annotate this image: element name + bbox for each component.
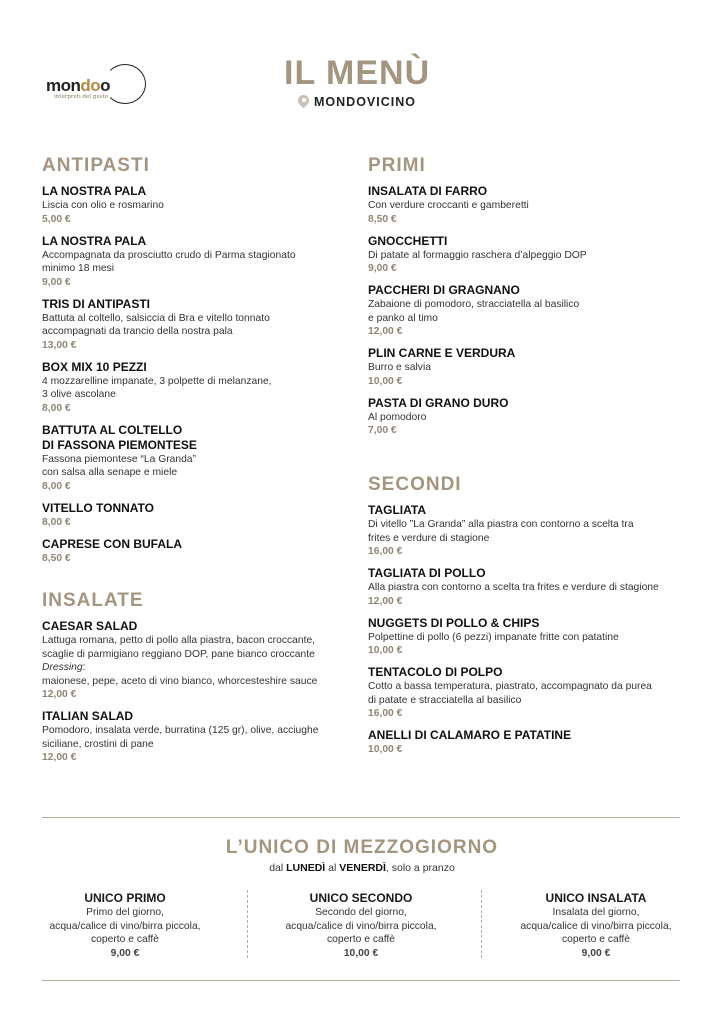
sub-day-start: LUNEDÌ (286, 862, 326, 874)
logo-tagline: interpreti del gusto (54, 94, 109, 100)
item-dressing-label: Dressing: (42, 662, 86, 673)
item-price: 5,00 € (42, 213, 71, 225)
logo-wordmark: mondoo (46, 76, 111, 95)
section-insalate (42, 590, 318, 772)
item-description: 4 mozzarelline impanate, 3 polpette di melanzane, (42, 375, 272, 387)
divider-top (42, 817, 680, 818)
item-price: 10,00 € (368, 744, 403, 755)
menu-item (42, 234, 296, 290)
item-description: Lattuga romana, petto di pollo alla piastra, bacon croccante, (42, 635, 316, 646)
dressing-label: Dressing (42, 662, 83, 673)
item-description: Polpettine di pollo (6 pezzi) impanate fritte con patatine (368, 631, 619, 643)
item-name: TENTACOLO DI POLPO (368, 665, 503, 679)
menu-item (368, 503, 659, 559)
item-name: TRIS DI ANTIPASTI (42, 296, 150, 311)
item-description: e panko al timo (368, 312, 438, 324)
menu-item (42, 184, 296, 227)
unico-option-description: acqua/calice di vino/birra piccola, (285, 920, 437, 932)
item-name: LA NOSTRA PALA (42, 233, 147, 248)
item-description: Pomodoro, insalata verde, burratina (125 gr), olive, acciughe (42, 725, 319, 736)
menu-item (368, 616, 659, 659)
unico-option-name: UNICO PRIMO (84, 891, 166, 905)
item-name: ITALIAN SALAD (42, 709, 134, 723)
menu-item (42, 297, 296, 353)
item-description: Al pomodoro (368, 411, 427, 423)
item-name: BOX MIX 10 PEZZI (42, 359, 147, 374)
logo-ring (104, 64, 146, 104)
item-price: 12,00 € (42, 752, 77, 763)
item-price: 12,00 € (368, 326, 403, 337)
item-name: BATTUTA AL COLTELLO (42, 422, 183, 437)
item-description: Di vitello ”La Granda” alla piastra con contorno a scelta tra (368, 519, 634, 530)
item-price: 8,50 € (42, 552, 71, 564)
item-price: 13,00 € (42, 339, 77, 351)
item-name: CAESAR SALAD (42, 619, 138, 633)
section-heading: SECONDI (368, 474, 462, 495)
unico-option-description: Secondo del giorno, (315, 907, 407, 918)
menu-item (368, 566, 659, 609)
item-name: VITELLO TONNATO (42, 500, 155, 515)
unico-subtitle (0, 862, 724, 874)
item-price: 10,00 € (368, 645, 403, 656)
divider-bottom (42, 980, 680, 981)
unico-option-description: coperto e caffè (91, 934, 159, 945)
item-price: 8,00 € (42, 516, 71, 528)
item-name: TAGLIATA (368, 503, 426, 517)
item-description: Di patate al formaggio raschera d’alpeggio DOP (368, 249, 587, 261)
item-name: INSALATA DI FARRO (368, 184, 488, 198)
unico-option-description: coperto e caffè (562, 934, 630, 945)
section-primi (368, 155, 587, 445)
unico-option (496, 890, 696, 961)
item-description: con salsa alla senape e miele (42, 467, 178, 478)
menu-item (42, 709, 318, 765)
menu-item (42, 360, 296, 416)
item-price: 10,00 € (368, 375, 403, 387)
column-separator (481, 890, 482, 958)
item-description: maionese, pepe, aceto di vino bianco, whorcesteshire sauce (42, 675, 318, 687)
item-description: Cotto a bassa temperatura, piastrato, accompagnato da purea (368, 681, 652, 692)
item-description: Battuta al coltello, salsiccia di Bra e vitello tonnato (42, 312, 270, 324)
unico-option-description: coperto e caffè (327, 934, 395, 945)
section-secondi (368, 474, 659, 764)
location (298, 95, 416, 109)
menu-item (368, 346, 587, 389)
item-description: minimo 18 mesi (42, 263, 115, 274)
unico-option-name: UNICO INSALATA (545, 891, 647, 905)
unico-option-price: 9,00 € (581, 947, 611, 959)
item-name: PLIN CARNE E VERDURA (368, 346, 516, 360)
sub-text: , solo a pranzo (385, 862, 455, 874)
menu-item (42, 423, 296, 494)
unico-option-price: 10,00 € (343, 947, 379, 959)
item-description: Accompagnata da prosciutto crudo di Parma stagionato (42, 249, 296, 261)
item-description: frites e verdure di stagione (368, 532, 490, 544)
page-title: IL MENÙ (284, 54, 431, 92)
item-price: 16,00 € (368, 546, 403, 557)
section-heading: PRIMI (368, 155, 426, 176)
menu-item (368, 665, 659, 721)
sub-text: al (325, 862, 340, 874)
item-price: 12,00 € (42, 689, 77, 700)
unico-option-price: 9,00 € (110, 947, 140, 959)
item-price: 9,00 € (368, 263, 397, 274)
section-heading: ANTIPASTI (42, 155, 150, 176)
item-description: Liscia con olio e rosmarino (42, 200, 164, 211)
menu-item (368, 184, 587, 227)
sub-text: dal (269, 862, 287, 874)
column-separator (247, 890, 248, 958)
unico-option-name: UNICO SECONDO (309, 891, 413, 905)
unico-option (25, 890, 225, 961)
menu-item (42, 537, 296, 566)
item-price: 12,00 € (368, 595, 403, 607)
unico-option-description: Insalata del giorno, (552, 907, 640, 918)
menu-item (368, 283, 587, 339)
item-price: 7,00 € (368, 425, 397, 436)
item-description: siciliane, crostini di pane (42, 738, 154, 750)
item-name: NUGGETS DI POLLO & CHIPS (368, 615, 540, 630)
item-description: Burro e salvia (368, 362, 431, 373)
item-name: GNOCCHETTI (368, 233, 448, 248)
logo (46, 62, 146, 106)
item-price: 16,00 € (368, 708, 403, 719)
item-name: ANELLI DI CALAMARO E PATATINE (368, 728, 572, 742)
item-description: Fassona piemontese “La Granda” (42, 453, 196, 465)
item-description: scaglie di parmigiano reggiano DOP, pane bianco croccante (42, 648, 315, 660)
unico-option (261, 890, 461, 961)
unico-option-description: Primo del giorno, (86, 907, 164, 918)
item-price: 8,50 € (368, 213, 397, 225)
item-price: 8,00 € (42, 402, 71, 414)
item-name: PACCHERI DI GRAGNANO (368, 283, 520, 297)
item-description: Alla piastra con contorno a scelta tra frites e verdure di stagione (368, 582, 659, 593)
menu-item (368, 728, 659, 757)
item-name: PASTA DI GRANO DURO (368, 395, 509, 410)
item-name: DI FASSONA PIEMONTESE (42, 437, 197, 452)
location-pin-icon (298, 95, 309, 109)
location-name: MONDOVICINO (314, 95, 416, 109)
item-name: TAGLIATA DI POLLO (368, 566, 486, 580)
item-name: LA NOSTRA PALA (42, 184, 147, 198)
menu-item (42, 619, 318, 702)
unico-title: L’UNICO DI MEZZOGIORNO (225, 837, 499, 858)
item-price: 8,00 € (42, 480, 71, 492)
section-antipasti (42, 155, 296, 573)
item-description: 3 olive ascolane (42, 389, 116, 400)
section-heading: INSALATE (42, 590, 144, 611)
item-description: Zabaione di pomodoro, stracciatella al basilico (368, 299, 580, 310)
unico-option-description: acqua/calice di vino/birra piccola, (520, 920, 672, 932)
unico-option-description: acqua/calice di vino/birra piccola, (49, 920, 201, 932)
item-name: CAPRESE CON BUFALA (42, 536, 183, 551)
menu-item (368, 234, 587, 277)
item-description: accompagnati da trancio della nostra pala (42, 326, 233, 337)
sub-day-end: VENERDÌ (339, 862, 386, 874)
item-price: 9,00 € (42, 276, 71, 288)
menu-item (42, 501, 296, 530)
item-description: Con verdure croccanti e gamberetti (368, 200, 529, 211)
item-description: di patate e stracciatella al basilico (368, 694, 522, 706)
menu-item (368, 396, 587, 439)
